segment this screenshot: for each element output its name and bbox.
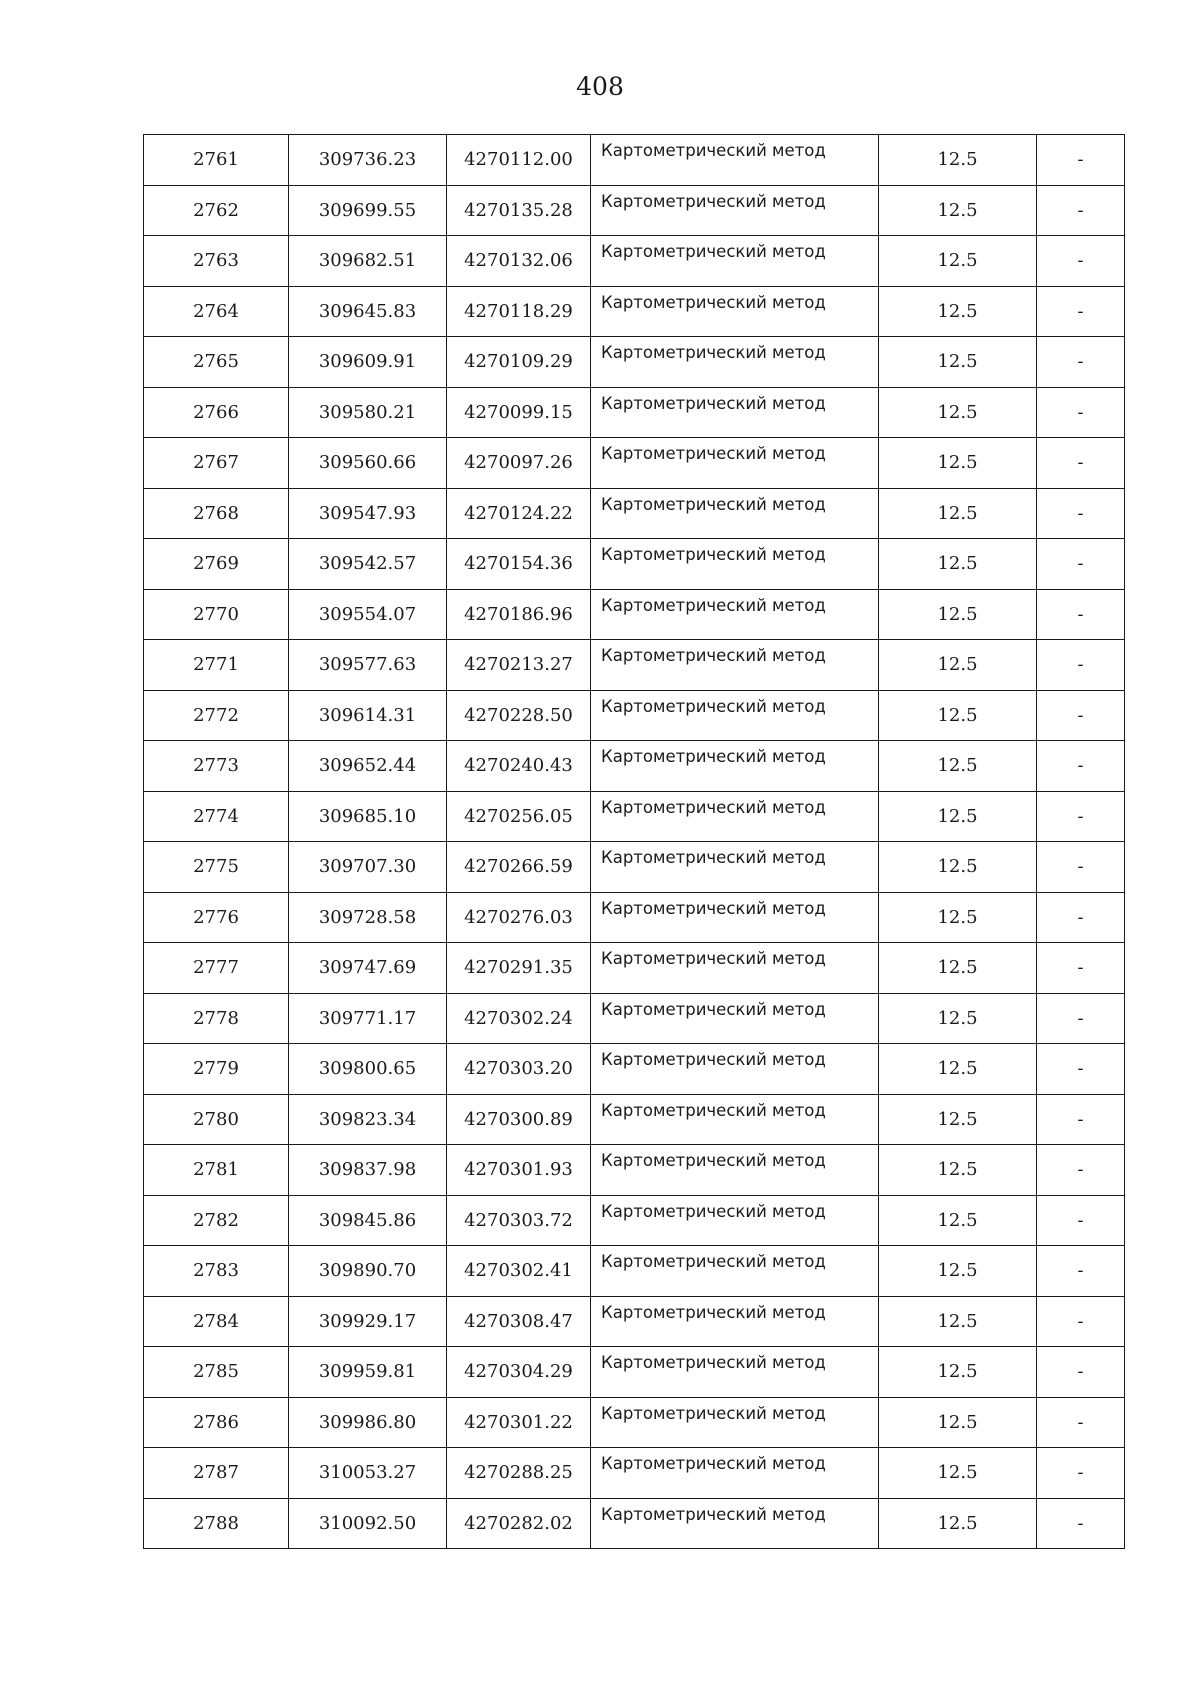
point-number-cell: 2781 — [144, 1145, 289, 1196]
x-coordinate-cell: 309771.17 — [289, 993, 447, 1044]
x-coordinate-cell: 309800.65 — [289, 1044, 447, 1095]
x-coordinate-cell: 309547.93 — [289, 488, 447, 539]
table-row — [144, 135, 1125, 186]
method-cell: Картометрический метод — [591, 1145, 879, 1196]
method-cell: Картометрический метод — [591, 589, 879, 640]
x-coordinate-cell: 310053.27 — [289, 1448, 447, 1499]
coordinates-table — [143, 134, 1125, 1549]
accuracy-cell: 12.5 — [879, 1347, 1037, 1398]
table-row — [144, 1246, 1125, 1297]
point-number-cell: 2788 — [144, 1498, 289, 1549]
point-number-cell: 2785 — [144, 1347, 289, 1398]
y-coordinate-cell: 4270213.27 — [447, 640, 591, 691]
accuracy-cell: 12.5 — [879, 539, 1037, 590]
point-number-cell: 2763 — [144, 236, 289, 287]
table-row — [144, 1347, 1125, 1398]
method-cell: Картометрический метод — [591, 1498, 879, 1549]
table-row — [144, 337, 1125, 388]
point-number-cell: 2776 — [144, 892, 289, 943]
point-number-cell: 2762 — [144, 185, 289, 236]
note-cell: - — [1037, 842, 1125, 893]
note-cell: - — [1037, 286, 1125, 337]
accuracy-cell: 12.5 — [879, 387, 1037, 438]
accuracy-cell: 12.5 — [879, 1195, 1037, 1246]
accuracy-cell: 12.5 — [879, 236, 1037, 287]
table-row — [144, 589, 1125, 640]
table-row — [144, 640, 1125, 691]
accuracy-cell: 12.5 — [879, 438, 1037, 489]
point-number-cell: 2761 — [144, 135, 289, 186]
table-row — [144, 1296, 1125, 1347]
note-cell: - — [1037, 1296, 1125, 1347]
y-coordinate-cell: 4270240.43 — [447, 741, 591, 792]
note-cell: - — [1037, 337, 1125, 388]
y-coordinate-cell: 4270288.25 — [447, 1448, 591, 1499]
method-cell: Картометрический метод — [591, 1347, 879, 1398]
note-cell: - — [1037, 640, 1125, 691]
method-cell: Картометрический метод — [591, 640, 879, 691]
accuracy-cell: 12.5 — [879, 690, 1037, 741]
accuracy-cell: 12.5 — [879, 1246, 1037, 1297]
accuracy-cell: 12.5 — [879, 1094, 1037, 1145]
x-coordinate-cell: 309986.80 — [289, 1397, 447, 1448]
x-coordinate-cell: 309609.91 — [289, 337, 447, 388]
y-coordinate-cell: 4270276.03 — [447, 892, 591, 943]
note-cell: - — [1037, 1145, 1125, 1196]
point-number-cell: 2775 — [144, 842, 289, 893]
accuracy-cell: 12.5 — [879, 741, 1037, 792]
x-coordinate-cell: 309736.23 — [289, 135, 447, 186]
table-row — [144, 488, 1125, 539]
method-cell: Картометрический метод — [591, 1094, 879, 1145]
method-cell: Картометрический метод — [591, 892, 879, 943]
table-row — [144, 539, 1125, 590]
method-cell: Картометрический метод — [591, 943, 879, 994]
table-row — [144, 387, 1125, 438]
x-coordinate-cell: 309747.69 — [289, 943, 447, 994]
table-row — [144, 690, 1125, 741]
y-coordinate-cell: 4270109.29 — [447, 337, 591, 388]
table-row — [144, 1145, 1125, 1196]
note-cell: - — [1037, 539, 1125, 590]
table-row — [144, 943, 1125, 994]
method-cell: Картометрический метод — [591, 741, 879, 792]
x-coordinate-cell: 309823.34 — [289, 1094, 447, 1145]
table-row — [144, 1195, 1125, 1246]
note-cell: - — [1037, 1044, 1125, 1095]
accuracy-cell: 12.5 — [879, 1296, 1037, 1347]
table-row — [144, 993, 1125, 1044]
note-cell: - — [1037, 1246, 1125, 1297]
note-cell: - — [1037, 741, 1125, 792]
method-cell: Картометрический метод — [591, 337, 879, 388]
x-coordinate-cell: 309685.10 — [289, 791, 447, 842]
note-cell: - — [1037, 135, 1125, 186]
y-coordinate-cell: 4270228.50 — [447, 690, 591, 741]
method-cell: Картометрический метод — [591, 690, 879, 741]
point-number-cell: 2782 — [144, 1195, 289, 1246]
note-cell: - — [1037, 589, 1125, 640]
point-number-cell: 2780 — [144, 1094, 289, 1145]
y-coordinate-cell: 4270303.20 — [447, 1044, 591, 1095]
y-coordinate-cell: 4270308.47 — [447, 1296, 591, 1347]
y-coordinate-cell: 4270135.28 — [447, 185, 591, 236]
method-cell: Картометрический метод — [591, 135, 879, 186]
point-number-cell: 2770 — [144, 589, 289, 640]
page-number: 408 — [576, 72, 624, 101]
note-cell: - — [1037, 1195, 1125, 1246]
table-row — [144, 1094, 1125, 1145]
note-cell: - — [1037, 1347, 1125, 1398]
accuracy-cell: 12.5 — [879, 1397, 1037, 1448]
y-coordinate-cell: 4270304.29 — [447, 1347, 591, 1398]
note-cell: - — [1037, 438, 1125, 489]
method-cell: Картометрический метод — [591, 185, 879, 236]
table-row — [144, 438, 1125, 489]
point-number-cell: 2778 — [144, 993, 289, 1044]
note-cell: - — [1037, 791, 1125, 842]
table-row — [144, 236, 1125, 287]
point-number-cell: 2783 — [144, 1246, 289, 1297]
x-coordinate-cell: 309542.57 — [289, 539, 447, 590]
y-coordinate-cell: 4270132.06 — [447, 236, 591, 287]
x-coordinate-cell: 309682.51 — [289, 236, 447, 287]
x-coordinate-cell: 309837.98 — [289, 1145, 447, 1196]
table-row — [144, 185, 1125, 236]
accuracy-cell: 12.5 — [879, 993, 1037, 1044]
accuracy-cell: 12.5 — [879, 1145, 1037, 1196]
method-cell: Картометрический метод — [591, 842, 879, 893]
point-number-cell: 2772 — [144, 690, 289, 741]
method-cell: Картометрический метод — [591, 1448, 879, 1499]
y-coordinate-cell: 4270301.22 — [447, 1397, 591, 1448]
note-cell: - — [1037, 690, 1125, 741]
point-number-cell: 2773 — [144, 741, 289, 792]
point-number-cell: 2786 — [144, 1397, 289, 1448]
x-coordinate-cell: 309959.81 — [289, 1347, 447, 1398]
table-row — [144, 1498, 1125, 1549]
x-coordinate-cell: 309929.17 — [289, 1296, 447, 1347]
y-coordinate-cell: 4270112.00 — [447, 135, 591, 186]
x-coordinate-cell: 309580.21 — [289, 387, 447, 438]
accuracy-cell: 12.5 — [879, 943, 1037, 994]
x-coordinate-cell: 309699.55 — [289, 185, 447, 236]
accuracy-cell: 12.5 — [879, 185, 1037, 236]
method-cell: Картометрический метод — [591, 387, 879, 438]
table-row — [144, 286, 1125, 337]
point-number-cell: 2774 — [144, 791, 289, 842]
table-row — [144, 791, 1125, 842]
x-coordinate-cell: 309554.07 — [289, 589, 447, 640]
x-coordinate-cell: 309890.70 — [289, 1246, 447, 1297]
y-coordinate-cell: 4270266.59 — [447, 842, 591, 893]
accuracy-cell: 12.5 — [879, 135, 1037, 186]
x-coordinate-cell: 309728.58 — [289, 892, 447, 943]
method-cell: Картометрический метод — [591, 236, 879, 287]
accuracy-cell: 12.5 — [879, 1044, 1037, 1095]
accuracy-cell: 12.5 — [879, 589, 1037, 640]
accuracy-cell: 12.5 — [879, 842, 1037, 893]
point-number-cell: 2765 — [144, 337, 289, 388]
method-cell: Картометрический метод — [591, 438, 879, 489]
coordinates-table-body — [144, 135, 1125, 1549]
method-cell: Картометрический метод — [591, 993, 879, 1044]
note-cell: - — [1037, 943, 1125, 994]
point-number-cell: 2784 — [144, 1296, 289, 1347]
y-coordinate-cell: 4270118.29 — [447, 286, 591, 337]
note-cell: - — [1037, 993, 1125, 1044]
x-coordinate-cell: 309845.86 — [289, 1195, 447, 1246]
point-number-cell: 2766 — [144, 387, 289, 438]
y-coordinate-cell: 4270186.96 — [447, 589, 591, 640]
note-cell: - — [1037, 1448, 1125, 1499]
y-coordinate-cell: 4270302.24 — [447, 993, 591, 1044]
note-cell: - — [1037, 387, 1125, 438]
y-coordinate-cell: 4270256.05 — [447, 791, 591, 842]
method-cell: Картометрический метод — [591, 286, 879, 337]
y-coordinate-cell: 4270291.35 — [447, 943, 591, 994]
note-cell: - — [1037, 236, 1125, 287]
table-row — [144, 842, 1125, 893]
note-cell: - — [1037, 1498, 1125, 1549]
point-number-cell: 2764 — [144, 286, 289, 337]
y-coordinate-cell: 4270154.36 — [447, 539, 591, 590]
x-coordinate-cell: 309652.44 — [289, 741, 447, 792]
y-coordinate-cell: 4270302.41 — [447, 1246, 591, 1297]
method-cell: Картометрический метод — [591, 1044, 879, 1095]
table-row — [144, 741, 1125, 792]
y-coordinate-cell: 4270124.22 — [447, 488, 591, 539]
note-cell: - — [1037, 488, 1125, 539]
point-number-cell: 2767 — [144, 438, 289, 489]
table-row — [144, 1448, 1125, 1499]
y-coordinate-cell: 4270282.02 — [447, 1498, 591, 1549]
table-row — [144, 1397, 1125, 1448]
table-row — [144, 892, 1125, 943]
accuracy-cell: 12.5 — [879, 1448, 1037, 1499]
method-cell: Картометрический метод — [591, 488, 879, 539]
method-cell: Картометрический метод — [591, 1195, 879, 1246]
point-number-cell: 2777 — [144, 943, 289, 994]
y-coordinate-cell: 4270099.15 — [447, 387, 591, 438]
y-coordinate-cell: 4270301.93 — [447, 1145, 591, 1196]
note-cell: - — [1037, 1397, 1125, 1448]
accuracy-cell: 12.5 — [879, 791, 1037, 842]
accuracy-cell: 12.5 — [879, 337, 1037, 388]
x-coordinate-cell: 309560.66 — [289, 438, 447, 489]
y-coordinate-cell: 4270303.72 — [447, 1195, 591, 1246]
note-cell: - — [1037, 892, 1125, 943]
method-cell: Картометрический метод — [591, 1397, 879, 1448]
method-cell: Картометрический метод — [591, 791, 879, 842]
accuracy-cell: 12.5 — [879, 892, 1037, 943]
note-cell: - — [1037, 1094, 1125, 1145]
y-coordinate-cell: 4270097.26 — [447, 438, 591, 489]
x-coordinate-cell: 309645.83 — [289, 286, 447, 337]
method-cell: Картометрический метод — [591, 1296, 879, 1347]
accuracy-cell: 12.5 — [879, 286, 1037, 337]
x-coordinate-cell: 309614.31 — [289, 690, 447, 741]
x-coordinate-cell: 309577.63 — [289, 640, 447, 691]
x-coordinate-cell: 310092.50 — [289, 1498, 447, 1549]
accuracy-cell: 12.5 — [879, 1498, 1037, 1549]
table-row — [144, 1044, 1125, 1095]
point-number-cell: 2771 — [144, 640, 289, 691]
x-coordinate-cell: 309707.30 — [289, 842, 447, 893]
y-coordinate-cell: 4270300.89 — [447, 1094, 591, 1145]
accuracy-cell: 12.5 — [879, 640, 1037, 691]
point-number-cell: 2769 — [144, 539, 289, 590]
point-number-cell: 2779 — [144, 1044, 289, 1095]
accuracy-cell: 12.5 — [879, 488, 1037, 539]
note-cell: - — [1037, 185, 1125, 236]
point-number-cell: 2768 — [144, 488, 289, 539]
method-cell: Картометрический метод — [591, 539, 879, 590]
point-number-cell: 2787 — [144, 1448, 289, 1499]
method-cell: Картометрический метод — [591, 1246, 879, 1297]
